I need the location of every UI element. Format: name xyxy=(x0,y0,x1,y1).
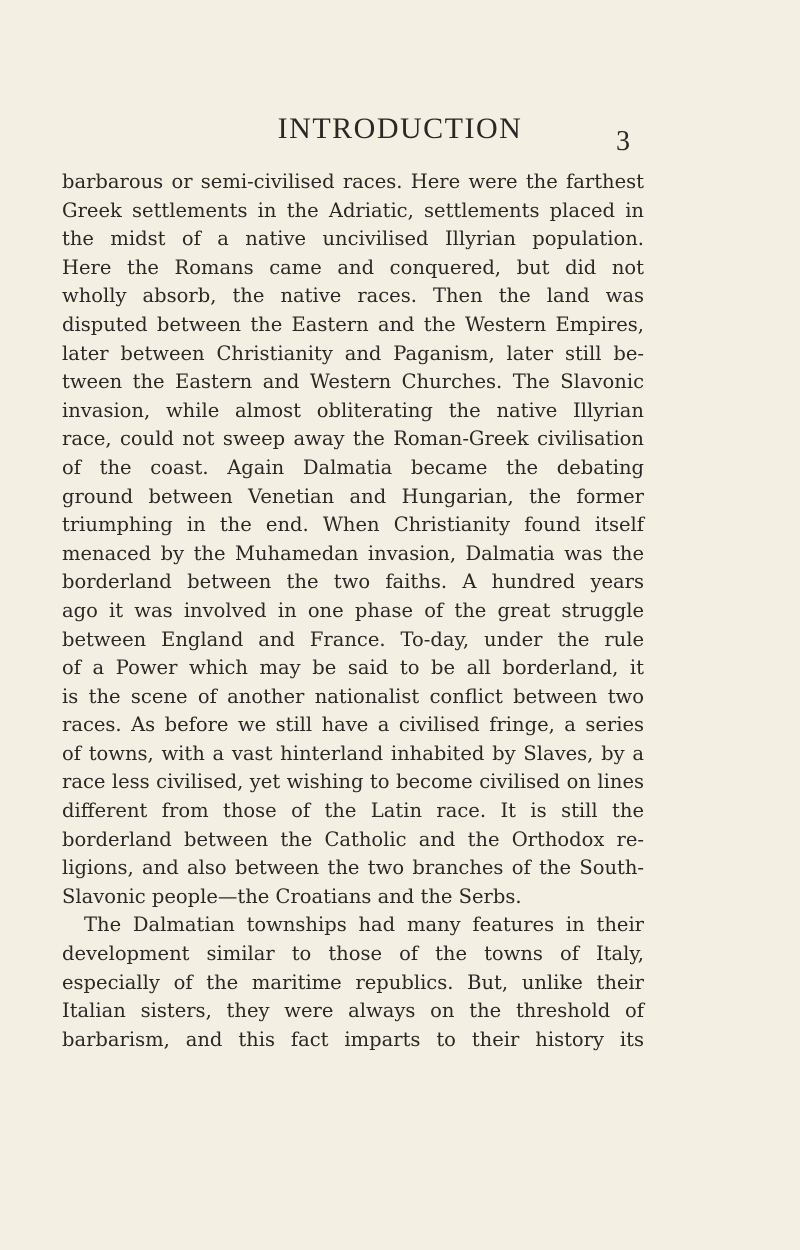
text-line: triumphing in the end. When Christianity found itself xyxy=(62,513,644,537)
text-line: development similar to those of the towns of Italy, xyxy=(62,942,644,966)
text-line: ago it was involved in one phase of the great struggle xyxy=(62,598,644,622)
text-line: different from those of the Latin race. It is still the xyxy=(62,799,644,823)
page-number: 3 xyxy=(616,126,630,157)
text-line: menaced by the Muhamedan invasion, Dalmatia was the xyxy=(62,541,644,565)
text-line: race, could not sweep away the Roman-Greek civilisation xyxy=(62,427,644,451)
running-title: INTRODUCTION xyxy=(277,112,523,145)
text-line: races. As before we still have a civilised fringe, a series xyxy=(62,713,644,737)
text-line: disputed between the Eastern and the Western Empires, xyxy=(62,312,644,336)
text-line: The Dalmatian townships had many features in their xyxy=(84,913,644,937)
text-line: Italian sisters, they were always on the threshold of xyxy=(62,999,644,1023)
text-line: ground between Venetian and Hungarian, the former xyxy=(62,484,644,508)
text-line: barbarism, and this fact imparts to their history its xyxy=(62,1027,644,1051)
page-header xyxy=(0,112,800,157)
text-line: is the scene of another nationalist conflict between two xyxy=(62,684,644,708)
text-line: Here the Romans came and conquered, but did not xyxy=(62,255,644,279)
text-line: borderland between the two faiths. A hundred years xyxy=(62,570,644,594)
text-line: invasion, while almost obliterating the native Illyrian xyxy=(62,398,644,422)
text-line: tween the Eastern and Western Churches. The Slavonic xyxy=(62,370,644,394)
text-line: the midst of a native uncivilised Illyrian population. xyxy=(62,227,644,251)
text-line: Greek settlements in the Adriatic, settlements placed in xyxy=(62,198,644,222)
text-line: barbarous or semi-civilised races. Here were the farthest xyxy=(62,170,644,193)
body-text xyxy=(62,168,644,1054)
text-line: borderland between the Catholic and the Orthodox re- xyxy=(62,827,644,851)
text-line: race less civilised, yet wishing to become civilised on lines xyxy=(62,770,644,794)
text-line: especially of the maritime republics. But, unlike their xyxy=(62,970,644,994)
text-line: wholly absorb, the native races. Then the land was xyxy=(62,284,644,308)
text-line: of a Power which may be said to be all borderland, it xyxy=(62,656,644,680)
text-line: ligions, and also between the two branches of the South- xyxy=(62,856,644,880)
text-line: of towns, with a vast hinterland inhabited by Slaves, by a xyxy=(62,741,644,765)
text-line: Slavonic people—the Croatians and the Serbs. xyxy=(62,884,522,908)
text-line: later between Christianity and Paganism, later still be- xyxy=(62,341,644,365)
text-line: between England and France. To-day, under the rule xyxy=(62,627,644,651)
text-line: of the coast. Again Dalmatia became the debating xyxy=(62,455,644,479)
